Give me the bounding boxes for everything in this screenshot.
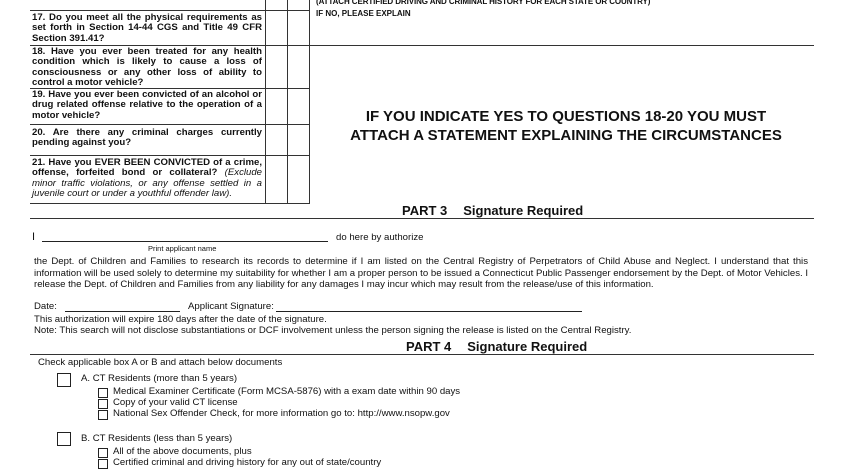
applicant-name-line bbox=[42, 241, 328, 242]
q20-yes-cell[interactable] bbox=[266, 125, 287, 155]
part3-rule bbox=[30, 218, 814, 219]
all-documents-checkbox[interactable] bbox=[98, 448, 108, 458]
authorize-text: do here by authorize bbox=[336, 232, 424, 243]
if-no-explain-label: IF NO, PLEASE EXPLAIN bbox=[316, 9, 411, 18]
date-label: Date: bbox=[34, 301, 57, 312]
row-divider bbox=[30, 203, 310, 204]
signature-line bbox=[276, 311, 582, 312]
question-17: 17. Do you meet all the physical requirements as set forth in Section 14-44 CGS and Title 49 CFR Section 391.41? bbox=[32, 12, 262, 44]
authorization-paragraph: the Dept. of Children and Families to research its records to determine if I am listed on the Central Registry of Perpetrators of Child Abuse and Neglect. I understand that this information will be used solely to determine my suitability for whether I am a proper person to be issued a Connecticut Public Passenger endorsement by the Dept. of Motor Vehicles. I release the Dept. of Children and Families from any liability for any damages I may incur which may result from the release/use of this information. bbox=[34, 256, 808, 290]
license-copy-checkbox[interactable] bbox=[98, 399, 108, 409]
part4-title: Signature Required bbox=[467, 339, 588, 354]
part4-label: PART 4 bbox=[406, 339, 452, 354]
question-18: 18. Have you ever been treated for any health condition which is likely to cause a loss of consciousness or any other loss of ability to control a motor vehicle? bbox=[32, 46, 262, 89]
part3-title: Signature Required bbox=[463, 203, 584, 218]
part3-heading bbox=[402, 203, 583, 218]
note-text: Note: This search will not disclose substantiations or DCF involvement unless the person signing the release is listed on the Central Registry. bbox=[34, 325, 632, 336]
q21-no-cell[interactable] bbox=[288, 156, 309, 203]
q19-no-cell[interactable] bbox=[288, 89, 309, 124]
q20-no-cell[interactable] bbox=[288, 125, 309, 155]
i-label: I bbox=[32, 231, 36, 243]
q18-no-cell[interactable] bbox=[288, 46, 309, 88]
medical-cert-label: Medical Examiner Certificate (Form MCSA-5876) with a exam date within 90 days bbox=[113, 386, 461, 397]
question-19: 19. Have you ever been convicted of an alcohol or drug related offense relative to the operation of a motor vehicle? bbox=[32, 89, 262, 121]
q17-no-cell[interactable] bbox=[288, 11, 309, 45]
applicant-name-field[interactable] bbox=[42, 228, 328, 241]
signature-label: Applicant Signature: bbox=[188, 301, 274, 312]
option-b-label: B. CT Residents (less than 5 years) bbox=[81, 433, 233, 444]
option-a-checkbox[interactable] bbox=[57, 373, 71, 387]
out-of-state-history-checkbox[interactable] bbox=[98, 459, 108, 469]
option-b-checkbox[interactable] bbox=[57, 432, 71, 446]
date-line bbox=[65, 311, 180, 312]
question-21-note: (Exclude minor traffic violations, or any offense settled in a juvenile court or under a youthful offender law). bbox=[32, 167, 262, 200]
signature-field[interactable] bbox=[276, 299, 582, 311]
all-documents-label: All of the above documents, plus bbox=[113, 446, 252, 457]
q19-yes-cell[interactable] bbox=[266, 89, 287, 124]
medical-cert-checkbox[interactable] bbox=[98, 388, 108, 398]
question-21-text: 21. Have you EVER BEEN CONVICTED of a crime, offense, forfeited bond or collateral? bbox=[32, 157, 262, 179]
sex-offender-check-label: National Sex Offender Check, for more information go to: http://www.nsopw.gov bbox=[113, 408, 450, 419]
q21-yes-cell[interactable] bbox=[266, 156, 287, 203]
option-a-label: A. CT Residents (more than 5 years) bbox=[81, 373, 238, 384]
part4-heading bbox=[406, 339, 587, 354]
q17-yes-cell[interactable] bbox=[266, 11, 287, 45]
explain-field[interactable] bbox=[311, 18, 813, 44]
top-cut-text: (ATTACH CERTIFIED DRIVING AND CRIMINAL HISTORY FOR EACH STATE OR COUNTRY) bbox=[316, 0, 651, 6]
yes-notice-line-2: ATTACH A STATEMENT EXPLAINING THE CIRCUMSTANCES bbox=[350, 127, 782, 144]
sex-offender-check-checkbox[interactable] bbox=[98, 410, 108, 420]
date-field[interactable] bbox=[65, 299, 180, 311]
expire-text: This authorization will expire 180 days after the date of the signature. bbox=[34, 314, 327, 325]
print-name-label: Print applicant name bbox=[148, 244, 217, 253]
part4-rule bbox=[30, 354, 814, 355]
question-21 bbox=[32, 158, 262, 200]
question-20: 20. Are there any criminal charges currently pending against you? bbox=[32, 127, 262, 149]
part3-label: PART 3 bbox=[402, 203, 448, 218]
part4-instruction: Check applicable box A or B and attach below documents bbox=[38, 357, 283, 368]
out-of-state-history-label: Certified criminal and driving history for any out of state/country bbox=[113, 457, 382, 468]
license-copy-label: Copy of your valid CT license bbox=[113, 397, 238, 408]
table-divider bbox=[309, 0, 310, 204]
yes-notice-line-1: IF YOU INDICATE YES TO QUESTIONS 18-20 YOU MUST bbox=[365, 108, 767, 125]
q18-yes-cell[interactable] bbox=[266, 46, 287, 88]
